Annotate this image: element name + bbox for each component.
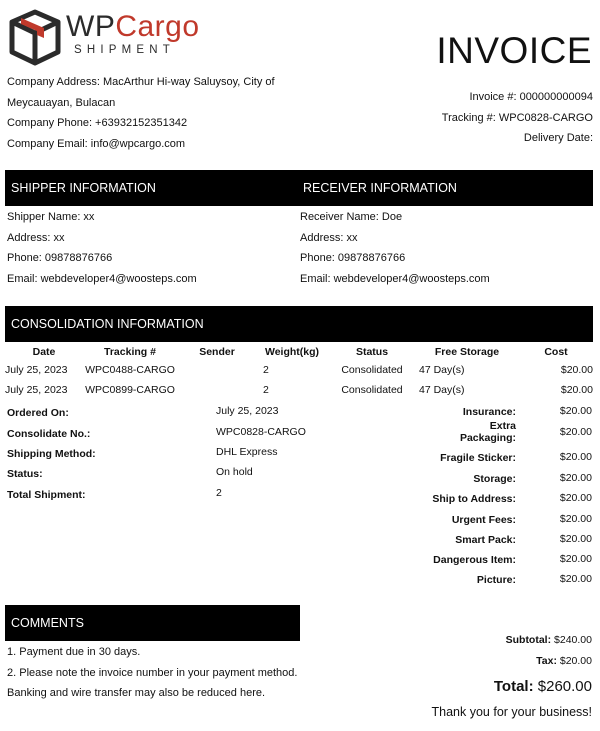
receiver-header: RECEIVER INFORMATION <box>303 181 457 195</box>
cell-weight: 2 <box>263 364 269 376</box>
total-value: $260.00 <box>537 678 592 695</box>
cell-status: Consolidated <box>341 384 403 396</box>
cell-tracking: WPC0899-CARGO <box>85 384 175 396</box>
col-header-status: Status <box>355 346 389 358</box>
fee-ship-to-address-value: $20.00 <box>559 492 592 504</box>
consolidation-header: CONSOLIDATION INFORMATION <box>11 317 204 331</box>
cell-free-storage: 47 Day(s) <box>419 384 465 396</box>
fee-urgent-label: Urgent Fees: <box>451 514 516 526</box>
fee-dangerous-item-label: Dangerous Item: <box>433 554 516 566</box>
fee-picture-value: $20.00 <box>559 573 592 585</box>
shipper-header: SHIPPER INFORMATION <box>11 181 156 195</box>
fee-fragile-sticker-label: Fragile Sticker: <box>440 452 516 464</box>
table-row <box>5 380 595 400</box>
receiver-info <box>300 207 490 289</box>
total-shipment-value: 2 <box>216 487 222 499</box>
cell-sender <box>177 380 257 400</box>
fee-storage-label: Storage: <box>473 473 516 485</box>
invoice-delivery-date: Delivery Date: <box>523 132 593 144</box>
company-phone: Company Phone: +63932152351342 <box>7 117 188 129</box>
table-row <box>5 360 595 380</box>
shipping-method-value: DHL Express <box>216 446 278 458</box>
consolidation-table <box>5 344 595 400</box>
shipper-name: Shipper Name: xx <box>7 211 95 223</box>
cell-date: July 25, 2023 <box>5 364 68 376</box>
col-header-sender: Sender <box>199 346 235 358</box>
shipper-email: Email: webdeveloper4@woosteps.com <box>7 272 197 285</box>
tax-row <box>536 655 592 667</box>
brand-tagline: SHIPMENT <box>74 44 176 56</box>
ordered-on-value: July 25, 2023 <box>216 405 279 417</box>
wpcargo-box-logo-icon <box>6 8 64 66</box>
receiver-email: Email: webdeveloper4@woosteps.com <box>300 272 490 285</box>
total-shipment-label: Total Shipment: <box>7 489 86 501</box>
shipping-method-label: Shipping Method: <box>7 448 96 460</box>
company-info <box>7 72 287 154</box>
subtotal-row <box>506 634 592 646</box>
status-label: Status: <box>7 468 43 480</box>
invoice-number: Invoice #: 000000000094 <box>469 91 593 103</box>
fee-picture-label: Picture: <box>476 574 516 586</box>
comments-header: COMMENTS <box>11 616 84 630</box>
shipper-info <box>7 207 197 289</box>
shipper-phone: Phone: 09878876766 <box>7 252 113 264</box>
brand-name-wp: WP <box>66 10 116 43</box>
company-address-line2: Meycauayan, Bulacan <box>7 96 116 109</box>
fee-dangerous-item-value: $20.00 <box>559 553 592 565</box>
consolidation-header-bar <box>5 306 593 342</box>
col-header-date: Date <box>32 346 56 358</box>
cell-cost: $20.00 <box>560 364 593 376</box>
fee-smart-pack-label: Smart Pack: <box>455 534 516 546</box>
subtotal-label: Subtotal: <box>505 634 552 646</box>
fee-storage-value: $20.00 <box>559 472 592 484</box>
fee-extra-packaging-label: Extra Packaging: <box>459 420 516 444</box>
col-header-cost: Cost <box>544 346 568 358</box>
fee-insurance-value: $20.00 <box>559 405 592 417</box>
fee-urgent-value: $20.00 <box>559 513 592 525</box>
fee-smart-pack-value: $20.00 <box>559 533 592 545</box>
shipper-address: Address: xx <box>7 231 65 244</box>
cell-date: July 25, 2023 <box>5 384 68 396</box>
fee-ship-to-address-label: Ship to Address: <box>432 493 516 505</box>
fee-extra-packaging-value: $20.00 <box>559 426 592 438</box>
invoice-tracking: Tracking #: WPC0828-CARGO <box>441 111 593 124</box>
comment-line-2: 2. Please note the invoice number in your payment method. <box>7 666 298 679</box>
total-label: Total: <box>493 678 534 695</box>
consolidate-no-value: WPC0828-CARGO <box>216 426 306 438</box>
cell-tracking: WPC0488-CARGO <box>85 364 175 376</box>
cell-free-storage: 47 Day(s) <box>419 364 465 376</box>
col-header-tracking: Tracking # <box>104 346 156 358</box>
status-value: On hold <box>216 466 253 478</box>
comments-header-bar <box>5 605 300 641</box>
consolidate-no-label: Consolidate No.: <box>7 428 91 440</box>
cell-sender <box>177 360 257 380</box>
thank-you-note: Thank you for your business! <box>431 705 592 719</box>
comment-line-1: 1. Payment due in 30 days. <box>7 646 141 658</box>
party-header-bar <box>5 170 593 206</box>
invoice-title: INVOICE <box>436 30 592 71</box>
subtotal-value: $240.00 <box>554 634 592 646</box>
tax-value: $20.00 <box>559 655 592 667</box>
brand-name <box>66 10 200 44</box>
company-email: Company Email: info@wpcargo.com <box>7 137 186 150</box>
ordered-on-label: Ordered On: <box>7 407 69 419</box>
col-header-weight: Weight(kg) <box>264 346 320 358</box>
receiver-name: Receiver Name: Doe <box>300 211 403 223</box>
col-header-free-storage: Free Storage <box>434 346 500 358</box>
brand-name-cargo: Cargo <box>115 10 200 43</box>
cell-status: Consolidated <box>341 364 403 376</box>
total-row <box>494 678 592 695</box>
fee-fragile-sticker-value: $20.00 <box>559 451 592 463</box>
cell-weight: 2 <box>263 384 269 396</box>
fee-insurance-label: Insurance: <box>462 406 516 418</box>
comment-line-3: Banking and wire transfer may also be reduced here. <box>7 687 266 699</box>
invoice-meta <box>442 87 593 149</box>
receiver-phone: Phone: 09878876766 <box>300 252 406 264</box>
receiver-address: Address: xx <box>300 231 358 244</box>
cell-cost: $20.00 <box>560 384 593 396</box>
comments-body <box>7 642 297 704</box>
company-address-line1: Company Address: MacArthur Hi-way Saluysoy, City of <box>7 76 275 88</box>
tax-label: Tax: <box>536 655 557 667</box>
consolidation-header-row <box>5 344 595 360</box>
